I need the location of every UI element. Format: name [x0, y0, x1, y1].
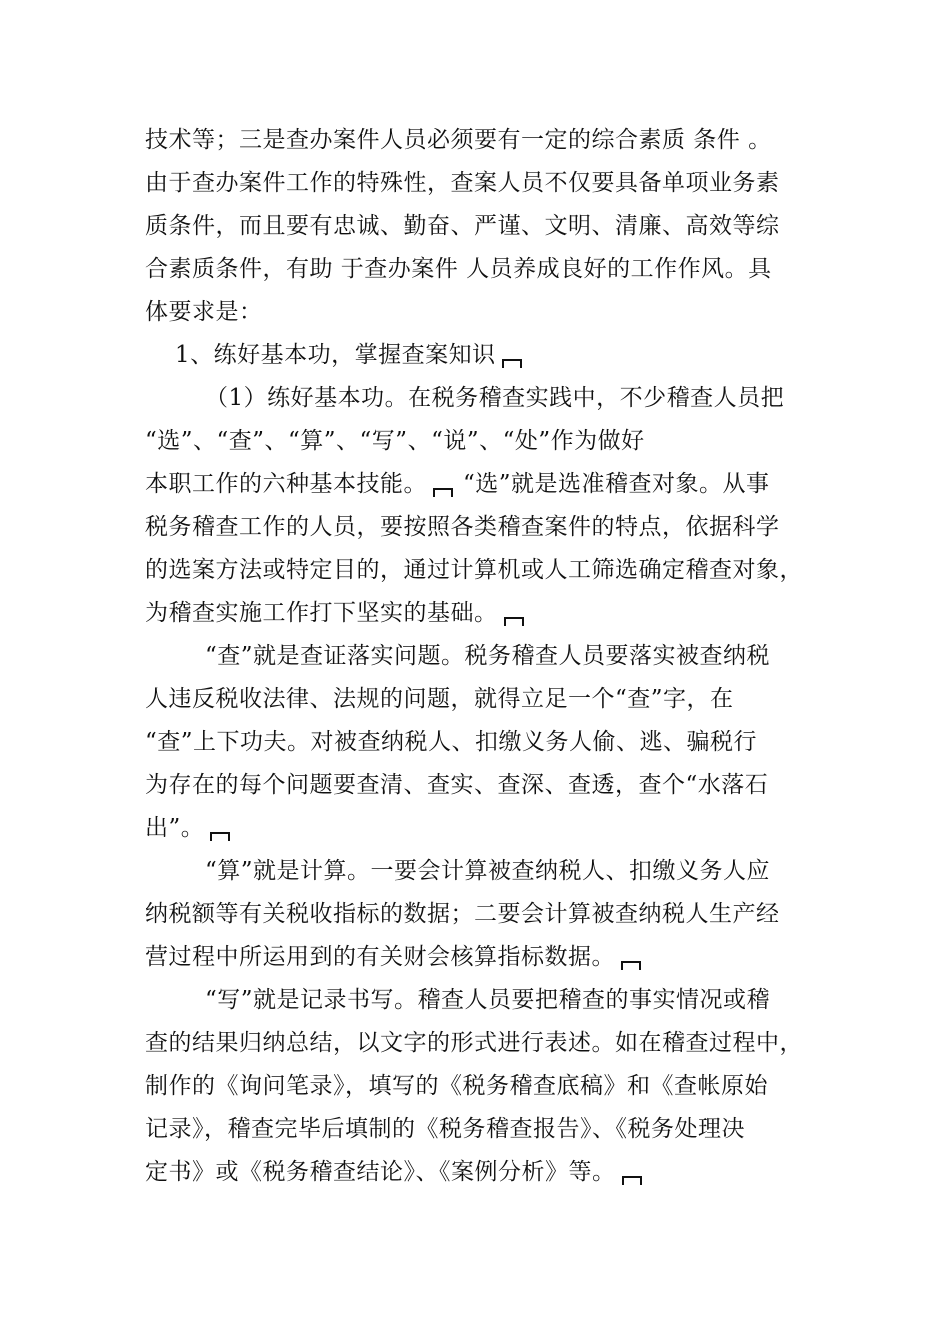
- text-line: “选”、“查”、“算”、“写”、“说”、“处”作为做好: [145, 428, 645, 454]
- text-line: 为稽查实施工作打下坚实的基础。: [145, 598, 524, 628]
- text-line: 定书》或《税务稽查结论》、《案例分析》等。: [145, 1157, 642, 1187]
- text-line: 技术等；三是查办案件人员必须要有一定的综合素质 条件 。: [145, 127, 772, 153]
- paragraph-mark-icon: [622, 1176, 642, 1185]
- text-line: 合素质条件，有助 于查办案件 人员养成良好的工作作风。具: [145, 256, 772, 282]
- text-line: “写”就是记录书写。稽查人员要把稽查的事实情况或稽: [205, 987, 771, 1013]
- text-line: 的选案方法或特定目的，通过计算机或人工筛选确定稽查对象，: [145, 557, 803, 583]
- text-line: 质条件，而且要有忠诚、勤奋、严谨、文明、清廉、高效等综: [145, 213, 780, 239]
- text-line: 记录》，稽查完毕后填制的《税务稽查报告》、《税务处理决: [145, 1116, 745, 1142]
- paragraph-mark-icon: [504, 617, 524, 626]
- text-line: 税务稽查工作的人员，要按照各类稽查案件的特点，依据科学: [145, 514, 780, 540]
- text-line: 本职工作的六种基本技能。 “选”就是选准稽查对象。从事: [145, 471, 770, 497]
- text-line: 为存在的每个问题要查清、查实、查深、查透，查个“水落石: [145, 772, 769, 798]
- paragraph-mark-icon: [621, 961, 641, 970]
- text-line: 营过程中所运用到的有关财会核算指标数据。: [145, 942, 641, 972]
- text-line: 人违反税收法律、法规的问题，就得立足一个“查”字，在: [145, 686, 734, 712]
- text-line: 由于查办案件工作的特殊性，查案人员不仅要具备单项业务素: [145, 170, 780, 196]
- paragraph-mark-icon: [433, 488, 453, 497]
- text-line: “查”就是查证落实问题。税务稽查人员要落实被查纳税: [205, 643, 771, 669]
- paragraph-mark-icon: [210, 832, 230, 841]
- section-heading: 1、练好基本功，掌握查案知识: [175, 340, 522, 370]
- text-line: 出”。: [145, 813, 230, 843]
- text-line: 制作的《询问笔录》，填写的《税务稽查底稿》和《查帐原始: [145, 1073, 768, 1099]
- text-line: “查”上下功夫。对被查纳税人、扣缴义务人偷、逃、骗税行: [145, 729, 758, 755]
- text-line: “算”就是计算。一要会计算被查纳税人、扣缴义务人应: [205, 858, 771, 884]
- text-line: 查的结果归纳总结，以文字的形式进行表述。如在稽查过程中，: [145, 1030, 803, 1056]
- text-line: 纳税额等有关税收指标的数据；二要会计算被查纳税人生产经: [145, 901, 780, 927]
- text-line: 体要求是：: [145, 299, 263, 325]
- text-line: （1）练好基本功。在税务稽查实践中，不少稽查人员把: [205, 385, 785, 411]
- paragraph-mark-icon: [502, 359, 522, 368]
